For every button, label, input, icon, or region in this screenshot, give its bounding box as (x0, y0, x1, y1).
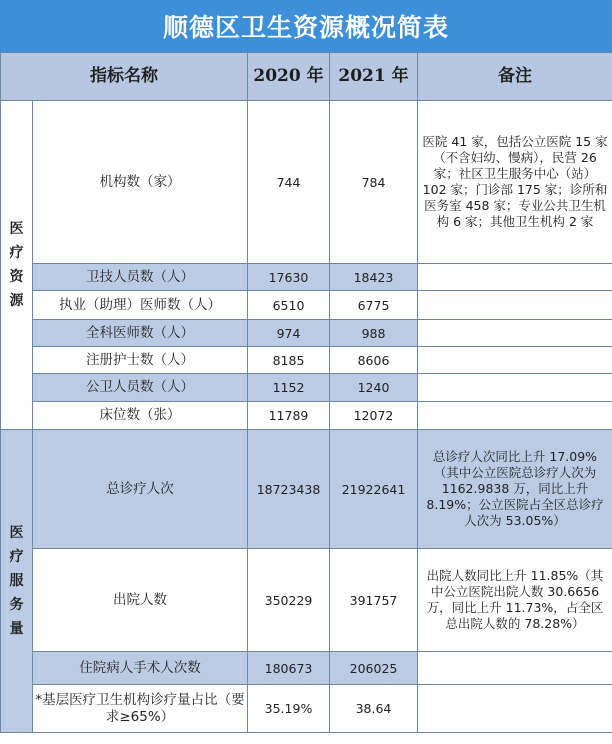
header-remark: 备注 (418, 53, 612, 101)
value-2020: 17630 (248, 264, 330, 291)
remark-cell (418, 264, 612, 291)
table-row (1, 685, 612, 733)
value-2021: 391757 (330, 549, 418, 652)
indicator-name: 床位数（张） (33, 402, 248, 430)
value-2020: 11789 (248, 402, 330, 430)
value-2020: 974 (248, 320, 330, 347)
value-2020: 6510 (248, 291, 330, 320)
header-2021: 2021 年 (330, 53, 418, 101)
table-row (1, 291, 612, 320)
indicator-name: 注册护士数（人） (33, 347, 248, 374)
remark-cell (418, 402, 612, 430)
remark-cell: 总诊疗人次同比上升 17.09%（其中公立医院总诊疗人次为 1162.9838 万，同比上升 8.19%；公立医院占全区总诊疗人次为 53.05%） (418, 430, 612, 549)
value-2021: 8606 (330, 347, 418, 374)
table-row (1, 402, 612, 430)
indicator-name: 卫技人员数（人） (33, 264, 248, 291)
page-title: 顺德区卫生资源概况简表 (0, 0, 612, 52)
value-2020: 744 (248, 101, 330, 264)
indicator-name: 全科医师数（人） (33, 320, 248, 347)
value-2021: 988 (330, 320, 418, 347)
remark-cell (418, 320, 612, 347)
remark-cell: 医院 41 家，包括公立医院 15 家（不含妇幼、慢病），民营 26 家；社区卫生服务中心（站）102 家；门诊部 175 家；诊所和医务室 458 家；专业公共卫生机构 6 家；其他卫生机构 2 家 (418, 101, 612, 264)
header-2020: 2020 年 (248, 53, 330, 101)
value-2021: 12072 (330, 402, 418, 430)
remark-cell (418, 652, 612, 685)
indicator-name: *基层医疗卫生机构诊疗量占比（要求≥65%） (33, 685, 248, 733)
category-medical-service-volume: 医疗服务量 (1, 430, 33, 733)
remark-cell (418, 374, 612, 402)
table-row (1, 374, 612, 402)
value-2020: 8185 (248, 347, 330, 374)
table-row (1, 652, 612, 685)
table-row (1, 101, 612, 264)
value-2021: 1240 (330, 374, 418, 402)
indicator-name: 执业（助理）医师数（人） (33, 291, 248, 320)
value-2021: 784 (330, 101, 418, 264)
header-indicator: 指标名称 (1, 53, 248, 101)
indicator-name: 公卫人员数（人） (33, 374, 248, 402)
value-2020: 18723438 (248, 430, 330, 549)
remark-cell (418, 347, 612, 374)
value-2020: 35.19% (248, 685, 330, 733)
header-row (1, 53, 612, 101)
indicator-name: 出院人数 (33, 549, 248, 652)
table-row (1, 264, 612, 291)
value-2021: 206025 (330, 652, 418, 685)
table-row (1, 549, 612, 652)
value-2021: 6775 (330, 291, 418, 320)
indicator-name: 总诊疗人次 (33, 430, 248, 549)
remark-cell (418, 685, 612, 733)
summary-table (0, 52, 612, 733)
remark-cell: 出院人数同比上升 11.85%（其中公立医院出院人数 30.6656 万，同比上升 11.73%，占全区总出院人数的 78.28%） (418, 549, 612, 652)
value-2021: 38.64 (330, 685, 418, 733)
value-2021: 21922641 (330, 430, 418, 549)
indicator-name: 机构数（家） (33, 101, 248, 264)
value-2020: 180673 (248, 652, 330, 685)
remark-cell (418, 291, 612, 320)
value-2020: 350229 (248, 549, 330, 652)
value-2021: 18423 (330, 264, 418, 291)
value-2020: 1152 (248, 374, 330, 402)
table-row (1, 347, 612, 374)
table-row (1, 320, 612, 347)
indicator-name: 住院病人手术人次数 (33, 652, 248, 685)
category-medical-resources: 医疗资源 (1, 101, 33, 430)
table-row (1, 430, 612, 549)
